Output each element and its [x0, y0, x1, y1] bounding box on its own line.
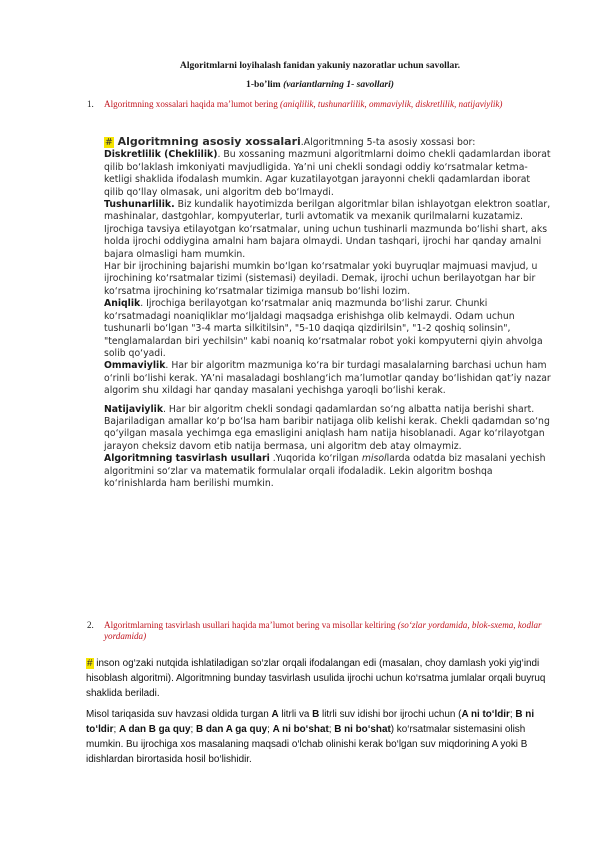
command-empty-b: B ni bo‘shat [334, 724, 391, 735]
tasvirlash-text-a: .Yuqorida ko‘rilgan [269, 453, 362, 465]
command-fill-b: B ni to‘ldir [86, 709, 535, 735]
ommaviylik-text: . Har bir algoritm mazmuniga ko‘ra bir turdagi masalalarning barchasi uchun ham o‘rinli bo‘lishi kerak. YA’ni masaladagi boshlang‘ich ma’lumotlar qanday bo‘lishidan qat’iy nazar algorim shu xildagi har qanday masalani yechishga yaroqli bo‘lishi kerak. [104, 360, 551, 397]
natijaviylik-paragraph [104, 404, 552, 454]
tushunarlilik-text: Biz kundalik hayotimizda berilgan algoritmlar bilan ishlayotgan elektron soatlar, mashinalar, dastgohlar, kompyuterlar, turli avtomatik va mexanik qurilmalarni kuzatamiz. [104, 199, 551, 223]
separator: ; [267, 724, 273, 735]
ommaviylik-paragraph [104, 360, 552, 397]
section-heading: Algoritmning asosiy xossalari [113, 135, 301, 148]
separator: ; [509, 709, 516, 720]
answer-2-paragraph-1 [86, 656, 550, 701]
tushunarlilik-paragraph-3: Har bir ijrochining bajarishi mumkin bo‘lgan ko‘rsatmalar yoki buyruqlar majmuasi mavjud, u ijrochining ko‘rsatmalar tizimi (sistemasi) deyiladi. Demak, ijrochi uchun berilayotgan har bir ko‘rsatma ijrochining ko‘rsatmalar tizimiga mansub bo‘lishi lozim. [104, 261, 538, 297]
answer-1-heading-line [104, 136, 552, 149]
question-1 [87, 99, 544, 110]
text-run: litrli suv idishi bor ijrochi uchun ( [319, 709, 462, 720]
term-tushunarlilik: Tushunarlilik. [104, 199, 175, 211]
highlight-hash: # [105, 137, 113, 148]
answer-2-block [86, 656, 550, 767]
question-detail: (so‘zlar yordamida, blok-sxema, kodlar yordamida) [104, 620, 542, 641]
term-ommaviylik: Ommaviylik [104, 360, 166, 372]
separator: ; [190, 724, 196, 735]
text-run: litrli va [278, 709, 313, 720]
part-note: (variantlarning 1- savollari) [283, 79, 394, 90]
tasvirlash-italic: misol [361, 453, 387, 465]
part-label: 1-bo’lim [246, 79, 281, 90]
answer-1-block [104, 136, 552, 490]
document-title: Algoritmlarni loyihalash fanidan yakuniy nazoratlar uchun savollar. [179, 60, 461, 71]
question-2 [87, 620, 544, 642]
command-pour-a-to-b: A dan B ga quy [118, 724, 191, 735]
answer-2-text-1: inson og‘zaki nutqida ishlatiladigan so‘zlar orqali ifodalangan edi (masalan, choy damlash yoki yig‘indi hisoblash algoritmi). Algoritmning bunday tasvirlash usulida ijrochi uchun ko‘rsatma jumlalar orqali buyruq shaklida beriladi. [86, 658, 546, 699]
command-pour-b-to-a: B dan A ga quy [195, 724, 268, 735]
text-run: Misol tariqasida suv havzasi oldida turgan [86, 709, 272, 720]
tasvirlash-text-b: larda odatda biz masalani yechish algoritmini so‘zlar va matematik formulalar orqali ifodaladik. Lekin algoritm boshqa ko‘rinishlarda ham berilishi mumkin. [104, 453, 546, 489]
tushunarlilik-paragraph-2: Ijrochiga tavsiya etilayotgan ko‘rsatmalar, uning uchun tushinarli mazmunda bo‘lishi shart, aks holda ijrochi oddiygina amalni ham bajara olmaydi. Undan tashqari, ijrochi har qanday amalni bajara olmasligi ham mumkin. [104, 223, 548, 260]
term-tasvirlash-usullari: Algoritmning tasvirlash usullari [104, 453, 270, 465]
diskretlilik-paragraph [104, 149, 552, 199]
command-empty-a: A ni bo‘shat [272, 724, 329, 735]
section-heading-rest: .Algoritmning 5-ta asosiy xossasi bor: [300, 137, 476, 148]
question-text: Algoritmlarning tasvirlash usullari haqida ma’lumot bering va misollar keltiring [104, 620, 398, 630]
question-number: 1. [87, 99, 94, 109]
diskretlilik-text: . Bu xossaning mazmuni algoritmlarni doimo chekli qadamlardan iborat qilib bo‘laklash imkoniyati mavjudligida. Ya’ni uni chekli sondagi oddiy ko‘rsatmalar ketma-ketligi shaklida ifodalash mumkin. Agar kuzatilayotgan jarayonni chekli qadamlardan iborat qilib qo‘llay olmasak, uni algoritm deb bo‘lmaydi. [104, 149, 551, 198]
vessel-b: B [312, 709, 320, 720]
term-aniqlik: Aniqlik [104, 298, 141, 310]
tushunarlilik-paragraph [104, 199, 552, 224]
text-run: ) ko‘rsatmalar sistemasini olish mumkin. Bu ijrochiga xos masalaning maqsadi o‘lchab olinishi kerak bo‘lgan suv miqdorining A yoki B idishlardan birortasida hosil bo‘lishidir. [86, 724, 528, 765]
vessel-a: A [271, 709, 279, 720]
aniqlik-paragraph [104, 298, 552, 360]
question-detail: (aniqlilik, tushunarlilik, ommaviylik, diskretlilik, natijaviylik) [280, 99, 503, 109]
aniqlik-text: . Ijrochiga berilayotgan ko‘rsatmalar aniq mazmunda bo‘lishi zarur. Chunki ko‘rsatmadagi noaniqliklar mo‘ljaldagi maqsadga erishishga olib kelmaydi. Odam uchun tushunarli bo‘lgan "3-4 marta silkitilsin", "5-10 daqiqa qizdirilsin", "1-2 qoshiq solinsin", "tenglamalardan biri yechilsin" kabi noaniq ko‘rsatmalar robot yoki kompyuterni qiyin ahvolga solib qo‘yadi. [104, 298, 543, 359]
answer-2-paragraph-2 [86, 707, 550, 767]
term-natijaviylik: Natijaviylik [104, 403, 164, 415]
question-number: 2. [87, 620, 94, 630]
tasvirlash-paragraph [104, 453, 552, 490]
term-diskretlilik: Diskretlilik (Cheklilik) [104, 149, 218, 161]
natijaviylik-text: . Har bir algoritm chekli sondagi qadamlardan so‘ng albatta natija berishi shart. Bajariladigan amallar ko‘p bo‘lsa ham baribir natijaga olib kelishi kerak. Chekli qadamdan so‘ng qo‘yilgan masala yechimga ega emasligini aniqlash ham natija hisoblanadi. Agar ko‘rilayotgan jarayon cheksiz davom etib natija bermasa, uni algoritm deb atay olmaymiz. [104, 403, 550, 452]
separator: ; [328, 724, 335, 735]
highlight-hash: # [87, 658, 93, 669]
question-text: Algoritmning xossalari haqida ma’lumot bering [104, 99, 281, 109]
part-heading [60, 79, 580, 90]
separator: ; [113, 724, 119, 735]
command-fill-a: A ni to‘ldir [461, 709, 510, 720]
